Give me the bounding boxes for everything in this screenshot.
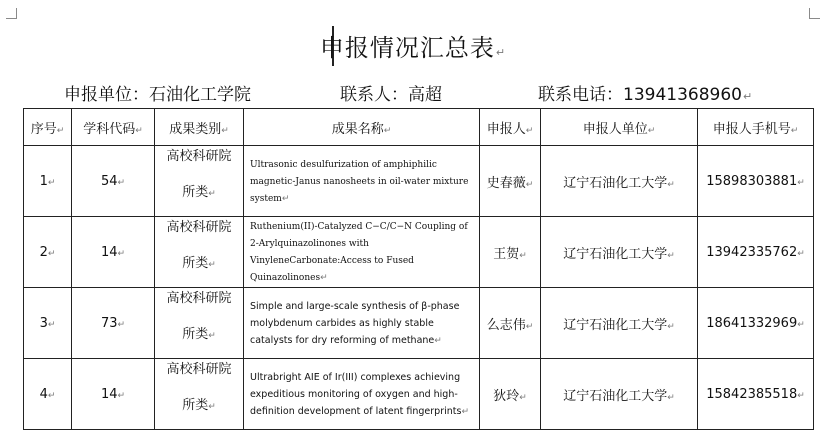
cell-subject-code[interactable]: 14↵ — [72, 359, 155, 430]
table-row — [24, 146, 814, 217]
cell-achievement-title[interactable]: Ultrasonic desulfurization of amphiphilic magnetic-Janus nanosheets in oil-water mixture system↵ — [244, 146, 480, 217]
header-applicant-unit[interactable]: 申报人单位↵ — [541, 109, 698, 146]
info-line[interactable] — [0, 80, 826, 104]
applicant-unit: 申报单位：石油化工学院 — [64, 85, 251, 105]
cell-applicant-unit[interactable]: 辽宁石油化工大学↵ — [541, 217, 698, 288]
header-achievement-title[interactable]: 成果名称↵ — [244, 109, 480, 146]
cell-applicant[interactable]: 王贺↵ — [480, 217, 541, 288]
paragraph-mark: ↵ — [495, 46, 507, 59]
header-achievement-type[interactable]: 成果类别↵ — [155, 109, 244, 146]
cell-applicant[interactable]: 狄玲↵ — [480, 359, 541, 430]
cell-applicant-unit[interactable]: 辽宁石油化工大学↵ — [541, 146, 698, 217]
cell-achievement-type[interactable]: 高校科研院 所类↵ — [155, 146, 244, 217]
cell-subject-code[interactable]: 73↵ — [72, 288, 155, 359]
cell-achievement-title[interactable]: Simple and large-scale synthesis of β-phase molybdenum carbides as highly stable catalysts for dry reforming of methane↵ — [244, 288, 480, 359]
cell-applicant[interactable]: 史春薇↵ — [480, 146, 541, 217]
crop-mark-top-right — [809, 8, 820, 19]
cell-index[interactable]: 3↵ — [24, 288, 72, 359]
cell-achievement-type[interactable]: 高校科研院 所类↵ — [155, 288, 244, 359]
header-subject-code[interactable]: 学科代码↵ — [72, 109, 155, 146]
cell-index[interactable]: 2↵ — [24, 217, 72, 288]
header-applicant[interactable]: 申报人↵ — [480, 109, 541, 146]
cell-achievement-title[interactable]: Ultrabright AIE of Ir(III) complexes achieving expeditious monitoring of oxygen and high-definition development of latent fingerprints↵ — [244, 359, 480, 430]
cell-subject-code[interactable]: 14↵ — [72, 217, 155, 288]
cell-applicant-phone[interactable]: 15898303881↵ — [698, 146, 814, 217]
table-header-row — [24, 109, 814, 146]
contact-person: 联系人：高超 — [340, 85, 442, 105]
cell-applicant-phone[interactable]: 18641332969↵ — [698, 288, 814, 359]
cell-applicant-phone[interactable]: 13942335762↵ — [698, 217, 814, 288]
header-applicant-phone[interactable]: 申报人手机号↵ — [698, 109, 814, 146]
cell-subject-code[interactable]: 54↵ — [72, 146, 155, 217]
table-row — [24, 359, 814, 430]
crop-mark-top-left — [6, 8, 17, 19]
cell-achievement-type[interactable]: 高校科研院 所类↵ — [155, 217, 244, 288]
cell-achievement-title[interactable]: Ruthenium(II)-Catalyzed C−C/C−N Coupling of 2-Arylquinazolinones with VinyleneCarbonate:Access to Fused Quinazolinones↵ — [244, 217, 480, 288]
cell-achievement-type[interactable]: 高校科研院 所类↵ — [155, 359, 244, 430]
cell-index[interactable]: 4↵ — [24, 359, 72, 430]
contact-phone: 联系电话：13941368960↵ — [538, 85, 753, 105]
table-row — [24, 288, 814, 359]
document-title[interactable] — [0, 28, 826, 63]
cell-applicant[interactable]: 么志伟↵ — [480, 288, 541, 359]
cell-applicant-unit[interactable]: 辽宁石油化工大学↵ — [541, 359, 698, 430]
table-row — [24, 217, 814, 288]
document-title-text: 申报情况汇总表 — [319, 34, 495, 62]
cell-index[interactable]: 1↵ — [24, 146, 72, 217]
cell-applicant-phone[interactable]: 15842385518↵ — [698, 359, 814, 430]
cell-applicant-unit[interactable]: 辽宁石油化工大学↵ — [541, 288, 698, 359]
summary-table[interactable] — [23, 108, 814, 430]
header-index[interactable]: 序号↵ — [24, 109, 72, 146]
